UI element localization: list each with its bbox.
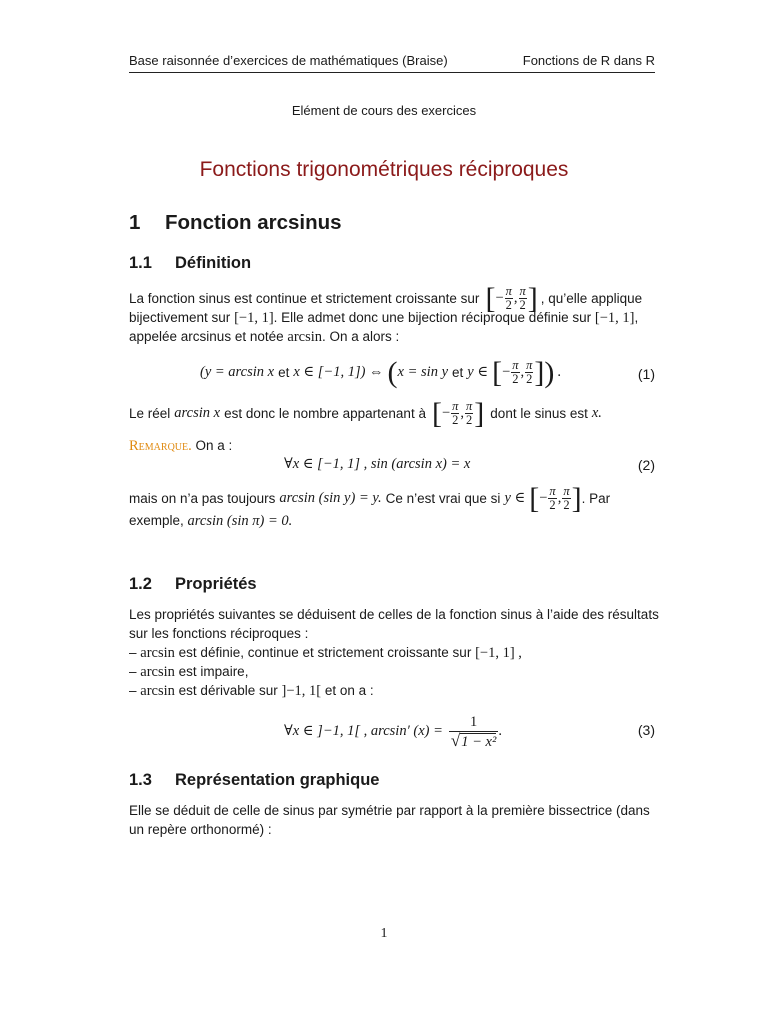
subsection-title: Représentation graphique — [175, 771, 380, 789]
right-bracket: ] — [571, 481, 582, 515]
fraction — [449, 713, 498, 750]
text: Ce n’est vrai que si — [385, 491, 501, 506]
minus: − — [539, 490, 548, 506]
subsection-number: 1.1 — [129, 254, 152, 272]
fraction-num: π — [563, 484, 570, 498]
fraction-den: 2 — [512, 372, 519, 386]
fraction-den: 2 — [452, 413, 459, 427]
fraction-pi-over-2 — [562, 485, 570, 512]
eq-part: ∀x ∈ ]−1, 1[ , arcsin′ (x) = — [284, 723, 443, 739]
comma: , — [520, 364, 525, 380]
minus: − — [495, 290, 504, 306]
fraction-num: π — [519, 284, 526, 298]
eq-text: et — [278, 365, 290, 380]
subsection-number: 1.2 — [129, 575, 152, 593]
big-paren-right: ) — [544, 355, 555, 389]
eq-part: x = sin y — [397, 364, 448, 380]
math: arcsin (sin y) = y. — [279, 490, 382, 506]
text: . Elle admet donc une bijection réciproque définie sur — [273, 310, 592, 325]
text: . Par — [581, 491, 611, 506]
equation-number: (3) — [637, 722, 655, 738]
left-bracket: [ — [492, 355, 503, 389]
comma: , — [513, 290, 518, 306]
text: exemple, — [129, 513, 184, 528]
math-arcsin: arcsin — [287, 329, 323, 345]
left-bracket: [ — [529, 481, 540, 515]
paragraph-line: Elle se déduit de celle de sinus par symétrie par rapport à la première bissectrice (dans — [129, 803, 650, 818]
list-item — [129, 664, 248, 681]
fraction-pi-over-2 — [548, 485, 556, 512]
paragraph-line — [129, 481, 611, 515]
fraction-num: π — [526, 358, 533, 372]
equation-number: (1) — [637, 366, 655, 382]
math-arcsin: arcsin — [140, 645, 175, 661]
math-arcsin-x: arcsin x — [174, 405, 221, 421]
list-dash: – — [129, 664, 137, 679]
text: dont le sinus est — [490, 406, 588, 421]
big-paren-left: ( — [387, 355, 398, 389]
paragraph-line: sur les fonctions réciproques : — [129, 626, 309, 641]
paragraph-line — [129, 513, 292, 530]
fraction-den — [449, 731, 498, 750]
text: est donc le nombre appartenant à — [224, 406, 426, 421]
document-title: Fonctions trigonométriques réciproques — [199, 158, 569, 181]
math-interval: [−1, 1] — [594, 310, 635, 326]
list-text: est dérivable sur — [178, 683, 278, 698]
subsection-number: 1.3 — [129, 771, 152, 789]
paragraph-line — [129, 281, 655, 315]
remark-text: On a : — [195, 438, 233, 453]
equation-3 — [284, 713, 502, 750]
fraction-pi-over-2 — [465, 400, 473, 427]
math-interval: ]−1, 1[ — [281, 683, 322, 699]
fraction-num: π — [512, 358, 519, 372]
text: mais on n’a pas toujours — [129, 491, 276, 506]
fraction-pi-over-2 — [525, 359, 533, 386]
math-interval: [−1, 1] — [234, 310, 274, 326]
left-bracket: [ — [431, 396, 442, 430]
paragraph-line: un repère orthonormé) : — [129, 822, 272, 837]
eq-text: et — [452, 365, 464, 380]
fraction-num: π — [505, 284, 512, 298]
math-arcsin: arcsin — [140, 683, 175, 699]
list-item — [129, 645, 522, 662]
fraction-pi-over-2 — [505, 285, 513, 312]
fraction-pi-over-2 — [519, 285, 527, 312]
remark-line — [129, 438, 232, 455]
comma: , — [557, 490, 562, 506]
paragraph-line — [129, 329, 399, 346]
eq-dot: . — [498, 723, 502, 739]
right-bracket: ] — [527, 281, 538, 315]
comma: , — [460, 405, 465, 421]
fraction-num: π — [466, 399, 473, 413]
sqrt-radicand: 1 − x² — [461, 733, 497, 750]
right-bracket: ] — [474, 396, 485, 430]
fraction-den: 2 — [519, 298, 526, 312]
fraction-den: 2 — [549, 498, 556, 512]
list-item — [129, 683, 374, 700]
math-x: x. — [591, 405, 602, 421]
equation-2: ∀x ∈ [−1, 1] , sin (arcsin x) = x — [284, 456, 471, 472]
fraction-pi-over-2 — [451, 400, 459, 427]
list-dash: – — [129, 683, 137, 698]
paragraph-line: Les propriétés suivantes se déduisent de celles de la fonction sinus à l’aide des résultats — [129, 607, 659, 622]
paragraph-line — [129, 396, 602, 430]
document-subtitle: Elément de cours des exercices — [291, 103, 477, 118]
text: . On a alors : — [322, 329, 400, 344]
remark-label: Remarque. — [129, 438, 192, 454]
running-header-right: Fonctions de R dans R — [522, 53, 655, 68]
minus: − — [502, 364, 511, 380]
math-interval: [−1, 1] , — [475, 645, 522, 661]
list-dash: – — [129, 645, 137, 660]
text: appelée arcsinus et notée — [129, 329, 284, 344]
eq-part: y ∈ — [467, 364, 489, 380]
section-number: 1 — [129, 211, 141, 234]
running-header-left: Base raisonnée d’exercices de mathématiques (Braise) — [129, 53, 448, 68]
fraction-pi-over-2 — [511, 359, 519, 386]
text: Le réel — [129, 406, 171, 421]
text: , qu’elle applique — [540, 291, 643, 306]
math: arcsin (sin π) = 0. — [187, 513, 293, 529]
fraction-den: 2 — [563, 498, 570, 512]
eq-part: (y = arcsin x — [200, 364, 275, 380]
fraction-den: 2 — [466, 413, 473, 427]
equation-number: (2) — [637, 457, 655, 473]
fraction-num: π — [452, 399, 459, 413]
math: y ∈ — [504, 490, 526, 506]
text: La fonction sinus est continue et strictement croissante sur — [129, 291, 480, 306]
list-text: et on a : — [324, 683, 374, 698]
math-arcsin: arcsin — [140, 664, 175, 680]
fraction-num: 1 — [469, 714, 478, 730]
subsection-title: Définition — [175, 254, 252, 272]
fraction-den: 2 — [526, 372, 533, 386]
subsection-title: Propriétés — [175, 575, 257, 593]
paragraph-line: bijectivement sur [−1, 1]. Elle admet donc une bijection réciproque définie sur [−1, 1], — [129, 310, 639, 326]
fraction-num: π — [549, 484, 556, 498]
equation-1: (y = arcsin x et x ∈ [−1, 1]) ⇔ ( x = sin y et y ∈ [ − $\frac{\pi}{2}$ , $\frac{\pi}{2}$ ] ) . — [200, 355, 562, 389]
text: bijectivement sur — [129, 310, 231, 325]
section-title: Fonction arcsinus — [165, 211, 342, 234]
header-rule — [129, 72, 655, 73]
left-bracket: [ — [485, 281, 496, 315]
list-text: est définie, continue et strictement croissante sur — [178, 645, 472, 660]
eq-part: x ∈ [−1, 1]) ⇔ — [293, 364, 384, 380]
sqrt-symbol: √ — [450, 731, 461, 750]
list-text: est impaire, — [178, 664, 249, 679]
fraction-den: 2 — [505, 298, 512, 312]
minus: − — [441, 405, 451, 421]
right-bracket: ] — [534, 355, 545, 389]
page-number: 1 — [380, 926, 388, 941]
